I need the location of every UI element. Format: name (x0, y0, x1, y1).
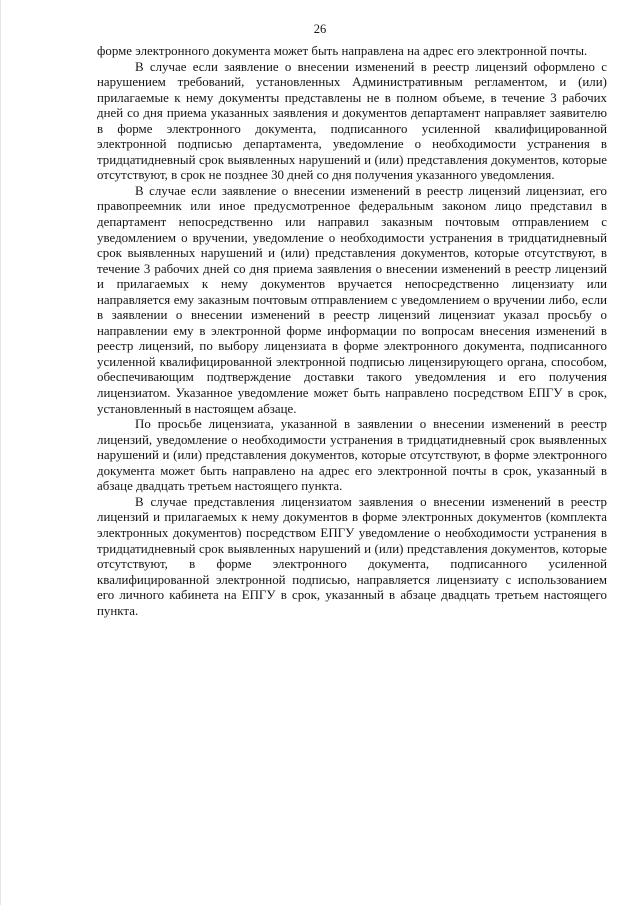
document-body (97, 44, 607, 619)
paragraph-email-notice: По просьбе лицензиата, указанной в заявлении о внесении изменений в реестр лицензий, уведомление о необходимости устранения в тридцатидневный срок выявленных нарушений и (или) представления документов, которые отсутствуют, в форме электронного документа может быть направлено на адрес его электронной почты в срок, указанный в абзаце двадцать третьем настоящего пункта. (97, 417, 607, 494)
paragraph-incomplete-application-notice: В случае если заявление о внесении изменений в реестр лицензий оформлено с нарушением требований, установленных Административным регламентом, и (или) прилагаемые к нему документы представлены не в полном объеме, в течение 3 рабочих дней со дня приема указанных заявления и документов департамент направляет заявителю в форме электронного документа, подписанного усиленной квалифицированной электронной подписью департамента, уведомление о необходимости устранения в тридцатидневный срок выявленных нарушений и (или) представления документов, которые отсутствуют, в срок не позднее 30 дней со дня получения указанного уведомления. (97, 59, 607, 183)
paragraph-continuation: форме электронного документа может быть направлена на адрес его электронной почты. (97, 44, 588, 58)
scan-edge (0, 0, 1, 905)
page-number: 26 (313, 22, 327, 36)
paragraph-paper-submission-notice: В случае если заявление о внесении изменений в реестр лицензий лицензиат, его правопреемник или иное предусмотренное федеральным законом лицо представил в департамент непосредственно или направил заказным почтовым отправлением с уведомлением о вручении, уведомление о необходимости устранения в тридцатидневный срок выявленных нарушений и (или) представления документов, которые отсутствуют, в течение 3 рабочих дней со дня приема заявления о внесении изменений в реестр лицензий и прилагаемых к нему документов вручается непосредственно лицензиату или направляется ему заказным почтовым отправлением с уведомлением о вручении либо, если в заявлении о внесении изменений в реестр лицензий лицензиат указал просьбу о направлении ему в электронной форме информации по вопросам внесения изменений в реестр лицензий, по выбору лицензиата в форме электронного документа, подписанного усиленной квалифицированной электронной подписью лицензирующего органа, способом, обеспечивающим подтверждение доставки такого уведомления и его получения лицензиатом. Указанное уведомление может быть направлено посредством ЕПГУ в срок, установленный в настоящем абзаце. (97, 183, 607, 416)
paragraph-epgu-notice: В случае представления лицензиатом заявления о внесении изменений в реестр лицензий и прилагаемых к нему документов в форме электронных документов (комплекта электронных документов) посредством ЕПГУ уведомление о необходимости устранения в тридцатидневный срок выявленных нарушений и (или) представления документов, которые отсутствуют, в форме электронного документа, подписанного усиленной квалифицированной электронной подписью, направляется лицензиату с использованием его личного кабинета на ЕПГУ в срок, указанный в абзаце двадцать третьем настоящего пункта. (97, 494, 607, 618)
